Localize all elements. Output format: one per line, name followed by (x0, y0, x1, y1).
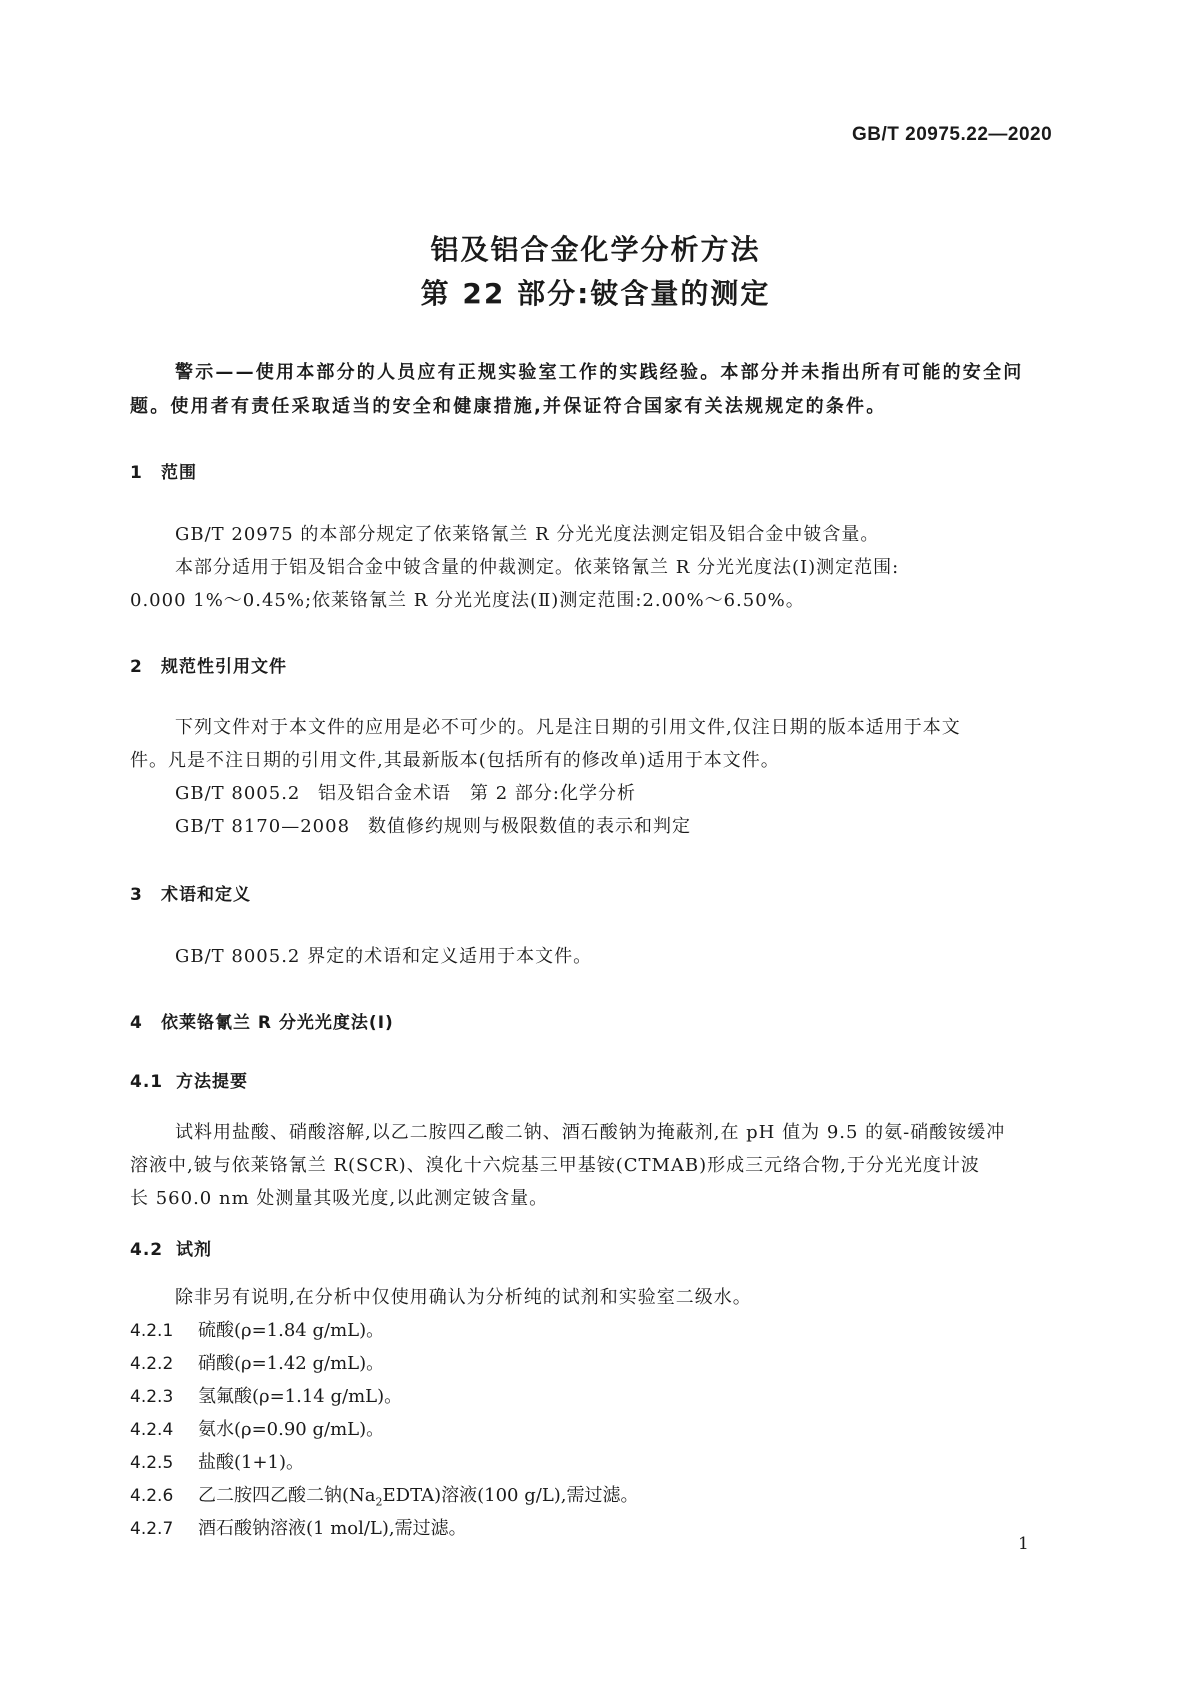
reagent-item (130, 1349, 384, 1375)
item-number: 4.2.2 (130, 1354, 174, 1374)
item-text-suffix: EDTA)溶液(100 g/L),需过滤。 (382, 1485, 639, 1506)
item-number: 4.2.7 (130, 1519, 174, 1539)
section-4-2-heading (130, 1235, 212, 1260)
section-number: 2 (130, 657, 143, 677)
reference-title: 铝及铝合金术语 第 2 部分:化学分析 (318, 783, 636, 804)
section-4-1-line-1: 试料用盐酸、硝酸溶解,以乙二胺四乙酸二钠、酒石酸钠为掩蔽剂,在 pH 值为 9.5 的氨-硝酸铵缓冲 (175, 1122, 1006, 1143)
item-text: 硝酸(ρ=1.42 g/mL)。 (198, 1353, 385, 1374)
warning-line-2: 题。使用者有责任采取适当的安全和健康措施,并保证符合国家有关法规规定的条件。 (130, 396, 887, 417)
section-title: 范围 (161, 463, 197, 483)
section-title: 规范性引用文件 (161, 657, 287, 677)
item-text: 酒石酸钠溶液(1 mol/L),需过滤。 (198, 1518, 467, 1539)
section-title: 方法提要 (176, 1072, 248, 1092)
reference-code: GB/T 8170—2008 (175, 816, 351, 837)
reference-code: GB/T 8005.2 (175, 783, 301, 804)
section-3-heading (130, 880, 251, 905)
reagent-item (130, 1448, 304, 1474)
section-4-2-intro: 除非另有说明,在分析中仅使用确认为分析纯的试剂和实验室二级水。 (175, 1287, 752, 1308)
subscript: 2 (375, 1495, 383, 1509)
section-4-1-line-3: 长 560.0 nm 处测量其吸光度,以此测定铍含量。 (130, 1188, 549, 1209)
item-text: 氨水(ρ=0.90 g/mL)。 (198, 1419, 385, 1440)
section-4-1-heading (130, 1067, 248, 1092)
reagent-item (130, 1415, 384, 1441)
page-number: 1 (1018, 1534, 1029, 1554)
item-number: 4.2.4 (130, 1420, 174, 1440)
section-2-paragraph-1a: 下列文件对于本文件的应用是必不可少的。凡是注日期的引用文件,仅注日期的版本适用于本文 (175, 717, 961, 738)
section-number: 4 (130, 1013, 143, 1033)
section-4-heading (130, 1008, 394, 1033)
item-text-prefix: 乙二胺四乙酸二钠(Na (198, 1485, 376, 1506)
item-number: 4.2.5 (130, 1453, 174, 1473)
section-title: 依莱铬氰兰 R 分光光度法(Ⅰ) (161, 1013, 394, 1033)
section-number: 4.1 (130, 1072, 164, 1092)
section-number: 4.2 (130, 1240, 164, 1260)
standard-code: GB/T 20975.22—2020 (852, 124, 1053, 145)
section-1-heading (130, 458, 197, 483)
section-1-paragraph-2a: 本部分适用于铝及铝合金中铍含量的仲裁测定。依莱铬氰兰 R 分光光度法(Ⅰ)测定范围: (175, 557, 900, 578)
item-number: 4.2.1 (130, 1321, 174, 1341)
document-subtitle: 第 22 部分:铍含量的测定 (420, 277, 771, 310)
section-title: 试剂 (176, 1240, 212, 1260)
section-3-paragraph-1: GB/T 8005.2 界定的术语和定义适用于本文件。 (175, 946, 593, 967)
section-number: 3 (130, 885, 143, 905)
item-text: 硫酸(ρ=1.84 g/mL)。 (198, 1320, 385, 1341)
section-title: 术语和定义 (161, 885, 251, 905)
reference-title: 数值修约规则与极限数值的表示和判定 (368, 816, 691, 837)
normative-reference (175, 812, 691, 838)
reagent-item (130, 1481, 639, 1509)
item-number: 4.2.6 (130, 1486, 174, 1506)
section-2-heading (130, 652, 287, 677)
normative-reference (175, 779, 636, 805)
item-text: 盐酸(1+1)。 (198, 1452, 305, 1473)
section-1-paragraph-2b: 0.000 1%～0.45%;依莱铬氰兰 R 分光光度法(Ⅱ)测定范围:2.00%～6.50%。 (130, 590, 805, 611)
section-1-paragraph-1: GB/T 20975 的本部分规定了依莱铬氰兰 R 分光光度法测定铝及铝合金中铍含量。 (175, 524, 880, 545)
warning-line-1: 警示——使用本部分的人员应有正规实验室工作的实践经验。本部分并未指出所有可能的安全问 (175, 362, 1024, 383)
section-4-1-line-2: 溶液中,铍与依莱铬氰兰 R(SCR)、溴化十六烷基三甲基铵(CTMAB)形成三元络合物,于分光光度计波 (130, 1155, 980, 1176)
reagent-item (130, 1514, 467, 1540)
item-number: 4.2.3 (130, 1387, 174, 1407)
item-text: 氢氟酸(ρ=1.14 g/mL)。 (198, 1386, 403, 1407)
document-title: 铝及铝合金化学分析方法 (430, 233, 761, 266)
section-number: 1 (130, 463, 143, 483)
reagent-item (130, 1382, 402, 1408)
reagent-item (130, 1316, 384, 1342)
section-2-paragraph-1b: 件。凡是不注日期的引用文件,其最新版本(包括所有的修改单)适用于本文件。 (130, 750, 780, 771)
